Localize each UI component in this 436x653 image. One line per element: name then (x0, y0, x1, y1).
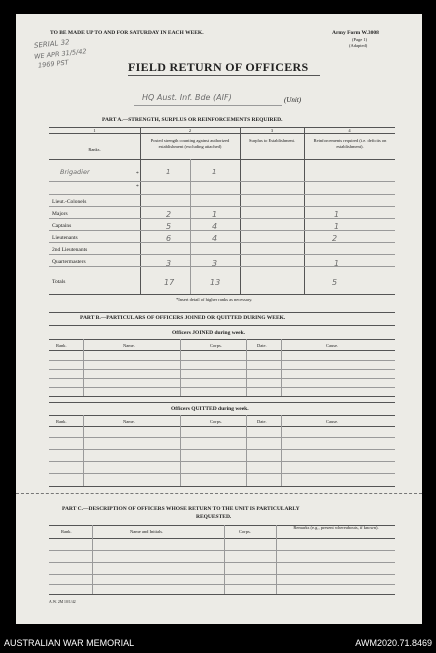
quitted-col-rank: Rank. (56, 419, 67, 424)
quitted-col-cause: Cause. (326, 419, 339, 424)
handwritten-note-2: WE APR 31/5/42 (33, 47, 87, 61)
row-marker-star: * (136, 184, 139, 190)
part-c-col-remarks: Remarks (e.g., present whereabouts, if known). (293, 525, 379, 530)
unit-label: (Unit) (284, 96, 302, 104)
rank-cell: Quartermasters (52, 259, 86, 265)
printer-mark: A.W. 2M 10/1/42 (49, 600, 76, 604)
form-number: Army Form W.3008 (332, 30, 379, 36)
rank-cell: Captains (52, 223, 72, 229)
joined-col-corps: Corps. (210, 343, 222, 348)
part-c-col-corps: Corps. (239, 529, 251, 534)
unit-name-handwritten: HQ Aust. Inf. Bde (AIF) (142, 93, 232, 102)
rank-cell: Totals (52, 279, 66, 285)
part-c-col-rank: Rank. (61, 529, 72, 534)
reinforcements-cell: 1 (334, 259, 340, 268)
col-number-1: 1 (93, 128, 96, 133)
form-title: FIELD RETURN OF OFFICERS (128, 60, 309, 74)
rank-cell: Lieutenants (52, 235, 78, 241)
rank-cell: 2nd Lieutenants (52, 247, 88, 253)
col-number-4: 4 (348, 128, 351, 133)
quitted-col-corps: Corps. (210, 419, 222, 424)
form-page: (Page 1) (352, 37, 368, 42)
establishment-cell: 5 (166, 222, 172, 231)
establishment-cell: 6 (166, 234, 172, 243)
part-a-title: PART A.—STRENGTH, SURPLUS OR REINFORCEMENTS REQUIRED. (102, 117, 283, 123)
reinforcements-cell: 1 (334, 210, 340, 219)
header-surplus: Surplus to Establishment. (248, 138, 296, 143)
quitted-title: Officers QUITTED during week. (171, 406, 249, 412)
handwritten-note-1: SERIAL 32 (33, 38, 70, 50)
joined-col-cause: Cause. (326, 343, 339, 348)
header-reinforcements: Reinforcements required (i.e. deficits on establishment). (313, 138, 387, 149)
footer-institution: AUSTRALIAN WAR MEMORIAL (4, 638, 135, 648)
header-posted-strength: Posted strength counting against authorized establishment (excluding attached) (150, 138, 230, 149)
form-adapted: (Adapted) (349, 43, 368, 48)
make-up-instruction: TO BE MADE UP TO AND FOR SATURDAY IN EACH WEEK. (50, 30, 204, 36)
posted-cell: 1 (212, 168, 217, 176)
joined-col-date: Date. (257, 343, 267, 348)
rank-cell: Majors (52, 211, 68, 217)
reinforcements-cell: 5 (332, 278, 338, 287)
cut-line (16, 493, 422, 494)
col-number-2: 2 (188, 128, 192, 133)
establishment-cell: 17 (164, 278, 175, 287)
form-sheet (16, 14, 422, 624)
establishment-cell: 1 (166, 168, 171, 176)
header-ranks: Ranks. (88, 147, 101, 152)
part-b-title: PART B.—PARTICULARS OF OFFICERS JOINED OR QUITTED DURING WEEK. (80, 315, 286, 321)
posted-cell: 13 (210, 278, 221, 287)
handwritten-note-3: 1969 PST (37, 58, 69, 70)
establishment-cell: 2 (166, 210, 172, 219)
part-c-col-name: Name and Initials. (130, 529, 164, 534)
reinforcements-cell: 1 (334, 222, 340, 231)
joined-title: Officers JOINED during week. (172, 330, 246, 336)
reinforcements-cell: 2 (332, 234, 338, 243)
part-c-title-line1: PART C.—DESCRIPTION OF OFFICERS WHOSE RETURN TO THE UNIT IS PARTICULARLY (62, 506, 300, 512)
posted-cell: 3 (212, 259, 218, 268)
row-marker-star: * (136, 171, 139, 177)
posted-cell: 4 (212, 234, 218, 243)
rank-cell: Lieut.-Colonels (52, 199, 87, 205)
part-c-title-line2: REQUESTED. (196, 514, 232, 520)
establishment-cell: 3 (166, 259, 172, 268)
joined-col-name: Name. (123, 343, 135, 348)
footer-accession-number: AWM2020.71.8469 (355, 638, 432, 648)
posted-cell: 1 (212, 210, 218, 219)
quitted-col-name: Name. (123, 419, 135, 424)
col-number-3: 3 (270, 128, 274, 133)
rank-cell: Brigadier (60, 168, 90, 176)
posted-cell: 4 (212, 222, 218, 231)
joined-col-rank: Rank. (56, 343, 67, 348)
part-a-footnote: *Insert detail of higher ranks as necessary. (176, 297, 253, 302)
quitted-col-date: Date. (257, 419, 267, 424)
